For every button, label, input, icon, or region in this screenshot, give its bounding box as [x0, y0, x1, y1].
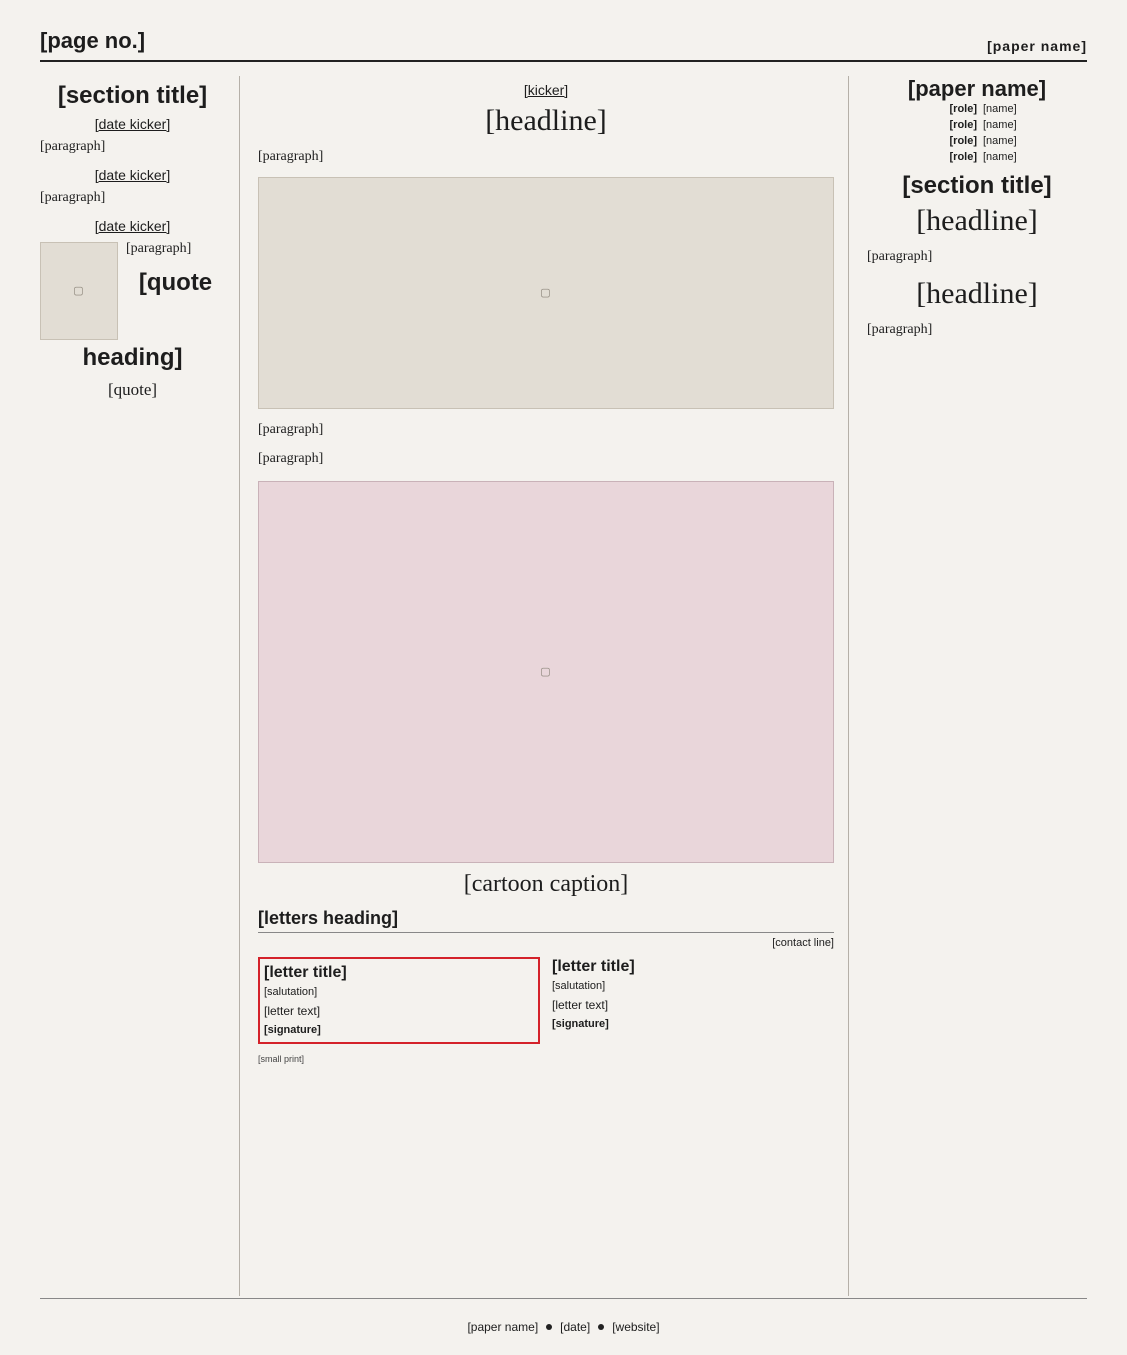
- photo-placeholder-icon: ▢: [540, 287, 552, 300]
- staff-name: [name]: [983, 103, 1017, 115]
- feature-paragraph: [paragraph]: [258, 450, 324, 466]
- left-entry: [40, 217, 225, 298]
- page-number: [page no.]: [40, 28, 146, 53]
- staff-name: [name]: [983, 150, 1017, 163]
- staff-row: [867, 102, 1087, 118]
- footer-paper: [paper name]: [467, 1320, 539, 1334]
- article-text: [paragraph]: [867, 321, 933, 337]
- left-column: [40, 76, 240, 1296]
- staff-role: [role]: [949, 103, 977, 115]
- editorial-cartoon: [258, 481, 834, 863]
- copyright-small-print: [small print]: [258, 1053, 305, 1064]
- feature-headline: [headline]: [485, 104, 607, 137]
- portrait-photo: [40, 242, 118, 340]
- left-entry: [40, 116, 225, 157]
- feature-kicker: [kicker]: [523, 82, 569, 98]
- staff-role: [role]: [949, 150, 977, 163]
- page-columns: [40, 76, 1087, 1296]
- staff-masthead: [paper name]: [907, 76, 1047, 101]
- cartoon-placeholder-icon: ▢: [540, 666, 552, 679]
- pull-quote: [quote]: [107, 379, 158, 399]
- letter-title: [letter title]: [552, 957, 635, 975]
- entry-text: [paragraph]: [126, 240, 192, 256]
- staff-name: [name]: [983, 118, 1017, 131]
- feature-paragraph: [paragraph]: [258, 149, 324, 164]
- feature-photo: [258, 177, 834, 409]
- footer-date: [date]: [560, 1320, 591, 1334]
- letters-heading: [letters heading]: [258, 908, 834, 933]
- staff-row: [867, 150, 1087, 166]
- header-masthead: [paper name]: [987, 38, 1087, 54]
- right-article: [867, 204, 1087, 267]
- staff-role: [role]: [949, 118, 977, 131]
- left-section-title: [section title]: [57, 82, 208, 109]
- staff-list: [867, 102, 1087, 166]
- letter-salutation: [salutation]: [264, 986, 318, 999]
- article-headline: [headline]: [916, 203, 1038, 237]
- right-section-title: [section title]: [902, 171, 1052, 199]
- article-text: [paragraph]: [867, 248, 933, 264]
- page-header: [40, 0, 1087, 62]
- staff-row: [867, 118, 1087, 134]
- letter-salutation: [salutation]: [552, 980, 606, 993]
- letter-title: [letter title]: [264, 963, 347, 981]
- footer-website: [website]: [612, 1320, 660, 1334]
- entry-kicker: [date kicker]: [94, 217, 171, 234]
- quote-title: [quote heading]: [82, 268, 213, 371]
- entry-text: [paragraph]: [40, 139, 106, 154]
- right-column: [867, 76, 1087, 1296]
- center-column: [258, 76, 849, 1296]
- feature-paragraph: [paragraph]: [258, 421, 324, 437]
- letter-item: [552, 957, 834, 1044]
- page-footer: [40, 1298, 1087, 1355]
- letter-body: [letter text]: [264, 1003, 321, 1018]
- staff-role: [role]: [949, 134, 977, 147]
- bullet-icon: [546, 1324, 552, 1330]
- letter-signature: [signature]: [264, 1024, 321, 1037]
- staff-row: [867, 134, 1087, 150]
- right-article: [867, 277, 1087, 340]
- letter-item: [258, 957, 540, 1044]
- letter-body: [letter text]: [552, 997, 609, 1012]
- article-headline: [headline]: [916, 276, 1038, 310]
- left-entry: [40, 167, 225, 208]
- letters-list: [258, 957, 834, 1044]
- cartoon-caption: [cartoon caption]: [463, 870, 629, 897]
- bullet-icon: [598, 1324, 604, 1330]
- photo-placeholder-icon: ▢: [73, 285, 85, 298]
- staff-name: [name]: [983, 134, 1017, 147]
- entry-kicker: [date kicker]: [94, 166, 171, 183]
- entry-text: [paragraph]: [40, 189, 106, 205]
- letters-contact: [contact line]: [772, 936, 834, 949]
- entry-kicker: [date kicker]: [94, 116, 171, 132]
- letter-signature: [signature]: [552, 1018, 609, 1031]
